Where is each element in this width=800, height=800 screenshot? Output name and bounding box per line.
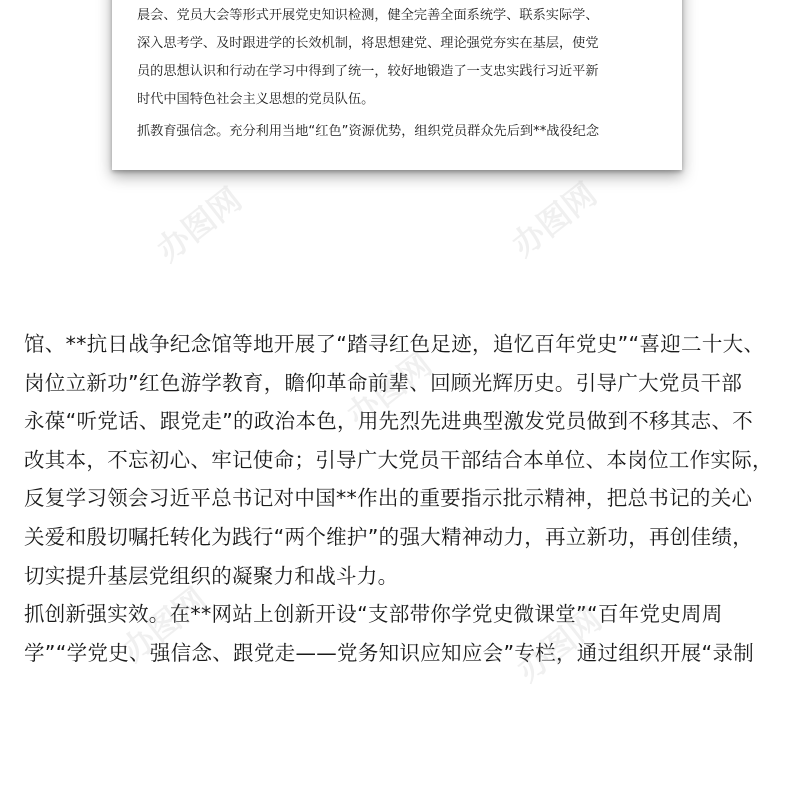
watermark: 办图网 <box>509 600 609 690</box>
preview-line: 时代中国特色社会主义思想的党员队伍。 <box>137 92 375 107</box>
body-line: 学”“学党史、强信念、跟党走——党务知识应知应会”专栏，通过组织开展“录制 <box>24 640 755 665</box>
body-line: 永葆“听党话、跟党走”的政治本色，用先烈先进典型激发党员做到不移其志、不 <box>24 409 754 434</box>
body-line: 反复学习领会习近平总书记对中国**作出的重要指示批示精神，把总书记的关心 <box>24 486 753 511</box>
body-line: 关爱和殷切嘱托转化为践行“两个维护”的强大精神动力，再立新功，再创佳绩， <box>24 524 754 549</box>
watermark: 办图网 <box>339 345 439 435</box>
document-page-preview <box>112 0 682 170</box>
watermark: 办图网 <box>504 175 604 265</box>
body-line: 切实提升基层党组织的凝聚力和战斗力。 <box>24 563 399 588</box>
preview-line: 深入思考学、及时跟进学的长效机制，将思想建党、理论强党夯实在基层，使党 <box>137 36 599 51</box>
body-line: 岗位立新功”红色游学教育，瞻仰革命前辈、回顾光辉历史。引导广大党员干部 <box>24 370 743 395</box>
preview-line: 员的思想认识和行动在学习中得到了统一，较好地锻造了一支忠实践行习近平新 <box>137 64 599 79</box>
body-line: 改其本，不忘初心、牢记使命；引导广大党员干部结合本单位、本岗位工作实际， <box>24 447 773 472</box>
preview-text-block <box>137 2 657 146</box>
preview-line: 晨会、党员大会等形式开展党史知识检测，健全完善全面系统学、联系实际学、 <box>137 8 599 23</box>
preview-line: 抓教育强信念。充分利用当地“红色”资源优势，组织党员群众先后到**战役纪念 <box>137 124 600 139</box>
body-line: 馆、**抗日战争纪念馆等地开展了“踏寻红色足迹，追忆百年党史”“喜迎二十大、 <box>24 332 765 356</box>
watermark: 办图网 <box>149 180 249 270</box>
watermark: 办图网 <box>114 580 214 670</box>
document-body <box>24 325 784 672</box>
body-line: 抓创新强实效。在**网站上创新开设“支部带你学党史微课堂”“百年党史周周 <box>24 602 723 627</box>
